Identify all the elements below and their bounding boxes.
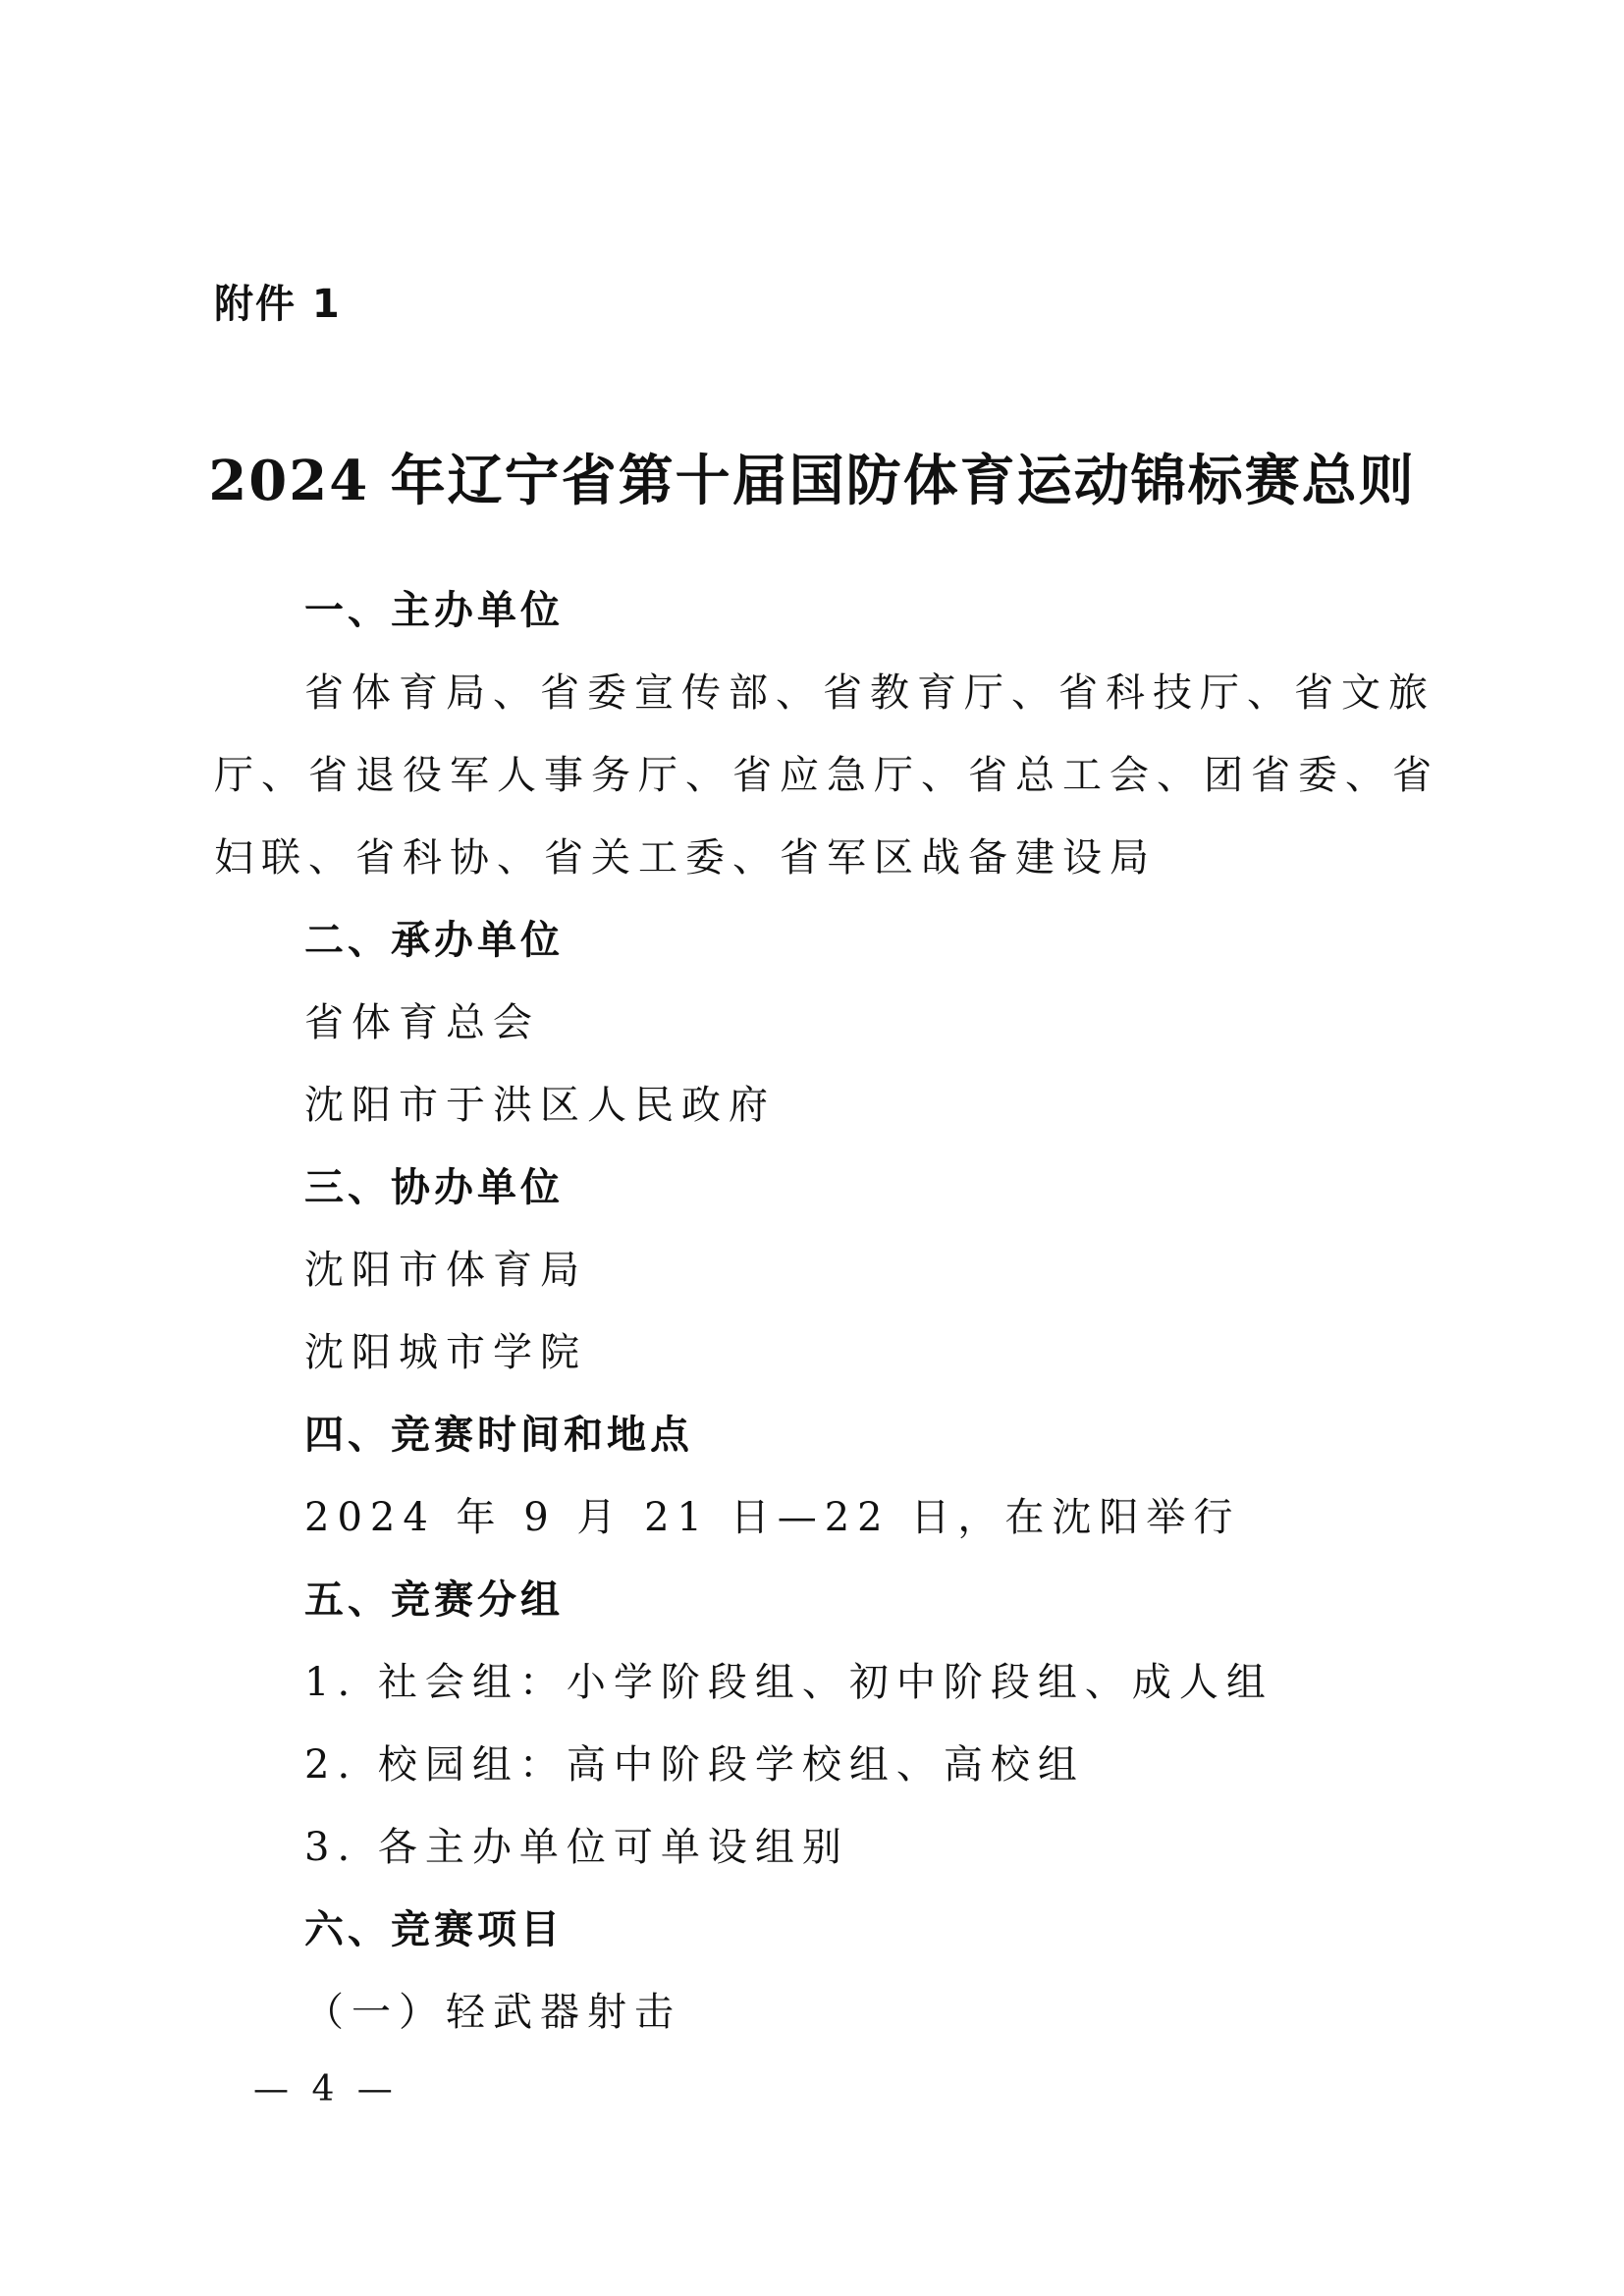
co-organizer-item-1: 沈阳市体育局 <box>304 1248 587 1293</box>
organizers-line-2: 厅、省退役军人事务厅、省应急厅、省总工会、团省委、省 <box>214 753 1439 798</box>
organizers-line-3: 妇联、省科协、省关工委、省军区战备建设局 <box>214 835 1157 881</box>
group-item-1: 1. 社会组：小学阶段组、初中阶段组、成人组 <box>304 1660 1273 1705</box>
attachment-label: 附件 1 <box>214 282 342 327</box>
host-item-2: 沈阳市于洪区人民政府 <box>304 1083 776 1128</box>
document-title: 2024 年辽宁省第十届国防体育运动锦标赛总则 <box>208 449 1416 513</box>
group-item-3: 3. 各主办单位可单设组别 <box>304 1825 849 1870</box>
section-heading-groups: 五、竞赛分组 <box>304 1577 564 1623</box>
section-heading-time-place: 四、竞赛时间和地点 <box>304 1413 693 1458</box>
host-item-1: 省体育总会 <box>304 1000 540 1045</box>
time-place-text: 2024 年 9 月 21 日—22 日，在沈阳举行 <box>304 1495 1241 1540</box>
section-heading-events: 六、竞赛项目 <box>304 1907 564 1952</box>
section-heading-organizers: 一、主办单位 <box>304 588 564 633</box>
co-organizer-item-2: 沈阳城市学院 <box>304 1330 587 1375</box>
group-item-2: 2. 校园组：高中阶段学校组、高校组 <box>304 1742 1085 1788</box>
organizers-line-1: 省体育局、省委宣传部、省教育厅、省科技厅、省文旅 <box>304 670 1435 716</box>
document-body <box>214 569 1439 2054</box>
section-heading-hosts: 二、承办单位 <box>304 918 564 963</box>
section-heading-co-organizers: 三、协办单位 <box>304 1165 564 1210</box>
event-subheading-1: （一）轻武器射击 <box>304 1990 681 2035</box>
page-number: — 4 — <box>253 2069 399 2109</box>
